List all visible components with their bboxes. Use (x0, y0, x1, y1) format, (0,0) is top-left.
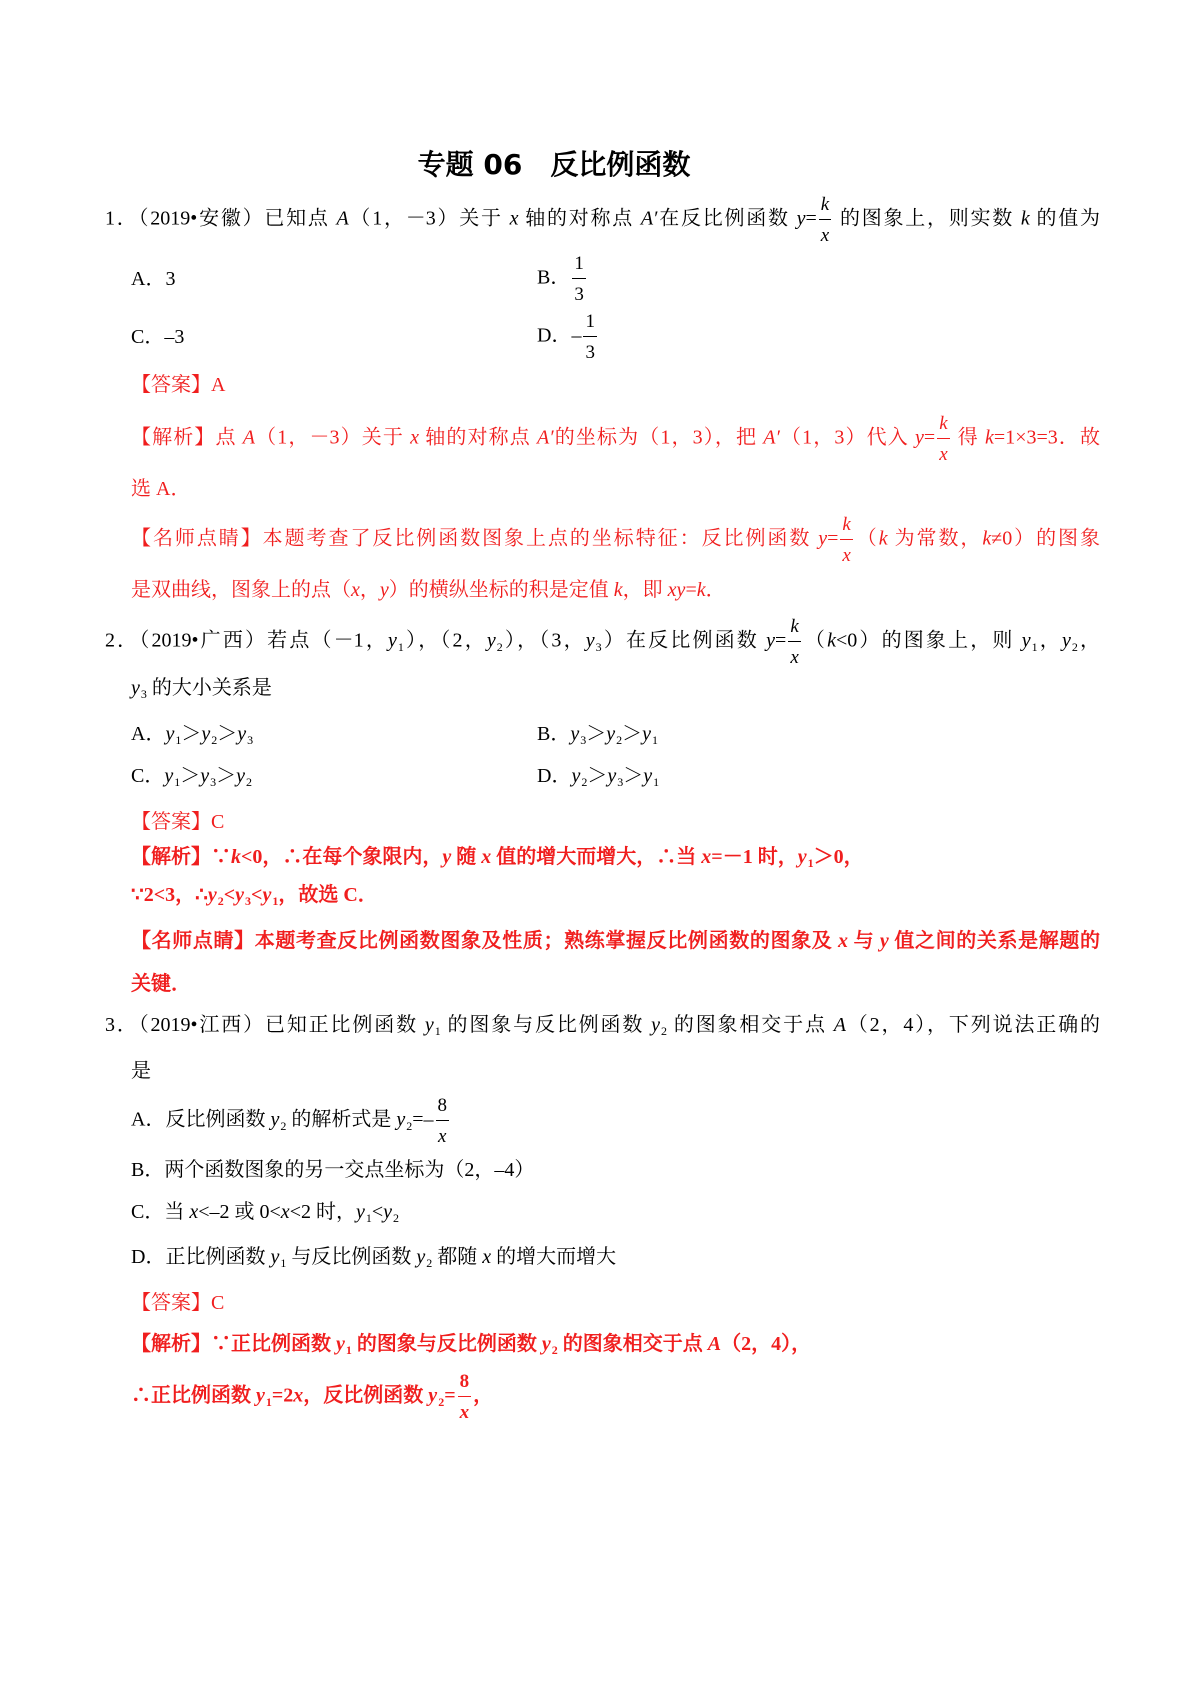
text-run: 【名师点睛】本题考查反比例函数图象及性质；熟练掌握反比例函数的图象及 (131, 930, 838, 952)
math-variable: k (982, 527, 992, 550)
subscript: 2 (246, 775, 253, 789)
text-run: ∴正比例函数 (131, 1384, 256, 1407)
text-run: 1 (585, 311, 595, 332)
text-run: A．反比例函数 (131, 1108, 271, 1131)
fraction-numerator (788, 616, 800, 642)
text-run: 3 (585, 342, 595, 363)
math-variable: y (606, 723, 616, 745)
text-run: 的图象相交于点 (557, 1333, 708, 1355)
math-variable: y (879, 930, 889, 952)
text-run: ≠0）的图象 (991, 527, 1101, 550)
subscript: 3 (617, 775, 624, 789)
math-variable: k (696, 579, 706, 601)
fraction (840, 514, 852, 566)
question-3-option-b (131, 1158, 534, 1182)
text-run: 3．（2019•江西）已知正比例函数 (105, 1014, 425, 1036)
question-1-analysis-line-1 (131, 413, 1100, 465)
text-run: C．当 (131, 1201, 190, 1223)
math-variable: y (131, 677, 140, 699)
question-2-analysis-line-2 (131, 883, 378, 913)
text-run: 的大小关系是 (146, 677, 272, 699)
text-run: 1 (574, 253, 584, 274)
text-run: =－1 时， (711, 846, 798, 868)
question-1-answer (131, 373, 225, 397)
subscript: 3 (245, 894, 252, 908)
subscript: 1 (807, 856, 814, 870)
math-variable: y (164, 765, 174, 787)
text-run: 【解析】点 (131, 426, 243, 449)
question-2-stem-line-1 (105, 616, 1100, 668)
text-run: ），（2， (403, 629, 487, 652)
text-run: 轴的对称点 (419, 426, 537, 449)
math-variable: x (280, 1201, 290, 1223)
text-run: （1，－3）关于 (255, 426, 411, 449)
text-run: 1．（2019•安徽）已知点 (105, 207, 337, 230)
text-run: C．–3 (131, 326, 185, 348)
text-run: = (444, 1384, 456, 1407)
question-2-analysis-line-1 (131, 845, 864, 875)
text-run: 得 (951, 426, 986, 449)
math-variable: y (424, 1014, 434, 1036)
math-variable: y (486, 629, 496, 652)
math-variable: k (231, 846, 241, 868)
text-run: （ (854, 527, 879, 550)
math-variable: x (351, 579, 360, 601)
text-run: 选 A． (131, 478, 191, 500)
subscript: 1 (272, 894, 279, 908)
text-run: ＞ (216, 765, 237, 787)
math-variable: x (820, 225, 830, 246)
question-3-analysis-line-2 (131, 1371, 493, 1423)
text-run: ），（3， (502, 629, 586, 652)
text-run: 轴的对称点 (518, 207, 641, 230)
text-run: 【答案】C (131, 811, 225, 833)
subscript: 3 (247, 733, 254, 747)
fraction (937, 413, 949, 465)
text-run: 8 (459, 1371, 470, 1392)
math-variable: y (336, 1333, 345, 1355)
subscript: 1 (280, 1256, 287, 1270)
math-variable: x (410, 426, 420, 449)
math-variable: y (797, 846, 807, 868)
math-variable: y (541, 1333, 551, 1355)
subscript: 1 (265, 1394, 272, 1409)
text-run: ＞ (586, 723, 607, 745)
text-run: 都随 (432, 1246, 483, 1268)
question-3-option-c (131, 1200, 399, 1230)
math-variable: k (1020, 207, 1030, 230)
math-variable: k (985, 426, 994, 449)
subscript: 3 (595, 639, 602, 654)
text-run: （2，4）， (721, 1333, 812, 1355)
math-variable: A′ (763, 426, 780, 449)
math-variable: y (236, 765, 246, 787)
question-1-insight-line-1 (131, 514, 1100, 566)
math-variable: x (438, 1126, 447, 1147)
text-run: （1，－3）关于 (348, 207, 510, 230)
math-variable: y (1061, 629, 1071, 652)
subscript: 1 (175, 733, 182, 747)
text-run: 是双曲线，图象上的点（ (131, 579, 351, 601)
text-run: ， (473, 1384, 494, 1407)
text-run: 随 (451, 846, 482, 868)
math-variable: y (396, 1108, 406, 1131)
question-1-option-b (537, 253, 588, 305)
subscript: 1 (397, 639, 404, 654)
subscript: 3 (580, 733, 587, 747)
question-2-option-d (537, 764, 659, 794)
text-run: =2 (271, 1384, 294, 1407)
math-variable: y (237, 723, 247, 745)
math-variable: y (355, 1201, 365, 1223)
math-variable: y (207, 884, 217, 906)
text-run: 【答案】A (131, 374, 226, 396)
text-run: 【答案】C (131, 1292, 225, 1314)
question-2-insight-line-2 (131, 972, 191, 996)
question-2-insight-line-1 (131, 929, 1100, 953)
question-3-answer (131, 1291, 224, 1315)
text-run: ）的横纵坐标的积是定值 (388, 579, 614, 601)
math-variable: k (939, 413, 948, 434)
fraction-numerator (583, 311, 597, 337)
fraction-numerator (572, 253, 586, 279)
subscript: 2 (406, 1118, 413, 1133)
math-variable: A (707, 1333, 722, 1355)
text-run: 与反比例函数 (286, 1246, 417, 1268)
math-variable: y (201, 723, 211, 745)
text-run: ，反比例函数 (303, 1384, 429, 1407)
math-variable: y (915, 426, 924, 449)
math-variable: y (571, 765, 581, 787)
text-run: <2 时， (289, 1201, 356, 1223)
text-run: A．3 (131, 268, 176, 290)
question-1-option-a (131, 267, 175, 291)
subscript: 1 (345, 1343, 352, 1357)
math-variable: y (256, 1384, 265, 1407)
text-run: <–2 或 0< (198, 1201, 281, 1223)
fraction-denominator (819, 220, 831, 246)
subscript: 2 (616, 733, 623, 747)
math-variable: x (842, 545, 851, 566)
text-run: 的增大而增大 (491, 1246, 617, 1268)
math-variable: x (459, 1402, 470, 1423)
text-run: = (685, 579, 697, 601)
text-run: 的坐标为（1，3），把 (553, 426, 764, 449)
math-variable: y (428, 1384, 438, 1407)
math-variable: k (842, 514, 851, 535)
fraction-denominator (583, 337, 597, 363)
question-2-option-a (131, 722, 253, 752)
math-variable: x (837, 930, 848, 952)
fraction-denominator (436, 1121, 450, 1147)
fraction-denominator (937, 439, 949, 465)
math-variable: y (379, 579, 389, 601)
math-variable: y (766, 629, 776, 652)
text-run: =1×3=3．故 (993, 426, 1101, 449)
fraction-numerator (840, 514, 852, 540)
math-variable: A′ (536, 426, 554, 449)
text-run: D．– (537, 324, 582, 347)
subscript: 2 (426, 1256, 433, 1270)
math-variable: xy (667, 579, 686, 601)
math-variable: x (189, 1201, 199, 1223)
text-run: ＞ (217, 723, 238, 745)
fraction-denominator (458, 1397, 472, 1423)
subscript: 2 (661, 1024, 667, 1038)
subscript: 1 (365, 1211, 372, 1225)
text-run: 的图象相交于点 (667, 1014, 834, 1036)
math-variable: y (651, 1014, 660, 1036)
fraction-numerator (458, 1371, 472, 1397)
text-run: = (805, 207, 817, 230)
subscript: 2 (496, 639, 503, 654)
text-run: D． (537, 765, 572, 787)
text-run: ＞ (181, 723, 202, 745)
text-run: （1，3）代入 (779, 426, 916, 449)
question-2-option-b (537, 722, 658, 752)
fraction-denominator (840, 540, 852, 566)
question-3-stem-line-2 (131, 1059, 151, 1083)
text-run: ＞ (180, 765, 201, 787)
text-run: 关键． (131, 973, 191, 995)
math-variable: A′ (640, 207, 658, 230)
math-variable: y (642, 723, 652, 745)
text-run: ＞ (623, 765, 644, 787)
text-run: 【名师点睛】本题考查了反比例函数图象上点的坐标特征：反比例函数 (131, 527, 819, 550)
text-run: 的图象上，则实数 (833, 207, 1021, 230)
text-run: < (251, 884, 263, 906)
text-run: 值的增大而增大，∴当 (491, 846, 702, 868)
question-1-stem (105, 194, 1100, 246)
math-variable: x (293, 1384, 304, 1407)
subscript: 3 (210, 775, 217, 789)
text-run: <0，∴在每个象限内， (241, 846, 443, 868)
fraction (436, 1095, 450, 1147)
math-variable: k (878, 527, 888, 550)
text-run: ，即 (622, 579, 668, 601)
math-variable: y (818, 527, 828, 550)
page-title: 专题 06 反比例函数 (417, 148, 691, 181)
math-variable: x (939, 444, 948, 465)
subscript: 2 (211, 733, 218, 747)
subscript: 1 (653, 775, 660, 789)
fraction (788, 616, 800, 668)
text-run: 的解析式是 (286, 1108, 397, 1131)
text-run: =– (412, 1108, 434, 1131)
text-run: ＞ (622, 723, 643, 745)
question-1-option-d (537, 311, 599, 363)
math-variable: y (585, 629, 595, 652)
fraction-denominator (572, 279, 586, 305)
math-variable: A (336, 207, 349, 230)
fraction (572, 253, 586, 305)
subscript: 1 (652, 733, 659, 747)
fraction-numerator (436, 1095, 450, 1121)
text-run: ， (1077, 629, 1101, 652)
math-variable: y (270, 1108, 280, 1131)
question-1-option-c (131, 325, 184, 349)
text-run: 是 (131, 1060, 151, 1082)
math-variable: k (790, 616, 799, 637)
subscript: 2 (217, 894, 224, 908)
text-run: < (371, 1201, 384, 1223)
math-variable: y (270, 1246, 280, 1268)
math-variable: y (570, 723, 580, 745)
math-variable: k (820, 194, 830, 215)
fraction-denominator (788, 642, 800, 668)
text-run: ＞ (587, 765, 608, 787)
text-run: = (923, 426, 936, 449)
fraction-numerator (937, 413, 949, 439)
math-variable: y (165, 723, 175, 745)
math-variable: y (200, 765, 210, 787)
text-run: （ (802, 629, 828, 652)
subscript: 3 (140, 687, 147, 701)
subscript: 2 (438, 1394, 445, 1409)
math-variable: x (701, 846, 712, 868)
text-run: 在反比例函数 (657, 207, 797, 230)
question-2-option-c (131, 764, 252, 794)
math-variable: y (643, 765, 653, 787)
question-2-answer (131, 810, 224, 834)
text-run: ， (1037, 629, 1062, 652)
math-variable: A (833, 1014, 846, 1036)
subscript: 1 (434, 1024, 441, 1038)
fraction (819, 194, 831, 246)
math-variable: x (790, 647, 799, 668)
math-variable: y (262, 884, 272, 906)
question-1-insight-line-2 (131, 578, 726, 602)
math-variable: y (235, 884, 245, 906)
text-run: <0）的图象上，则 (835, 629, 1022, 652)
text-run: B．两个函数图象的另一交点坐标为（2，–4） (131, 1159, 535, 1181)
text-run: C． (131, 765, 165, 787)
question-3-stem-line-1 (105, 1013, 1100, 1043)
subscript: 2 (551, 1343, 558, 1357)
text-run: 与 (847, 930, 880, 952)
text-run: ∵2<3，∴ (131, 884, 208, 906)
text-run: ． (705, 579, 726, 601)
text-run: 的图象与反比例函数 (351, 1333, 542, 1355)
text-run: 3 (574, 284, 584, 305)
text-run: ， (359, 579, 380, 601)
text-run: ＞0， (813, 846, 864, 868)
text-run: < (223, 884, 236, 906)
math-variable: y (796, 207, 806, 230)
text-run: 的图象与反比例函数 (440, 1014, 652, 1036)
text-run: （2，4），下列说法正确的 (845, 1014, 1101, 1036)
text-run: 【解析】∵ (131, 846, 231, 868)
question-2-stem-line-2 (131, 676, 272, 706)
math-variable: y (383, 1201, 393, 1223)
text-run: A． (131, 723, 166, 745)
question-3-analysis-line-1 (131, 1332, 811, 1362)
text-run: B． (537, 266, 571, 289)
fraction (583, 311, 597, 363)
math-variable: y (442, 846, 452, 868)
text-run: B． (537, 723, 571, 745)
subscript: 1 (1031, 639, 1038, 654)
text-run: 8 (437, 1095, 448, 1116)
subscript: 1 (174, 775, 181, 789)
text-run: 值之间的关系是解题的 (888, 930, 1101, 952)
math-variable: y (387, 629, 397, 652)
math-variable: k (827, 629, 836, 652)
question-3-option-d (131, 1245, 616, 1275)
math-variable: x (481, 846, 492, 868)
math-variable: x (482, 1246, 492, 1268)
text-run: 为常数， (887, 527, 983, 550)
math-variable: y (416, 1246, 426, 1268)
text-run: ）在反比例函数 (601, 629, 767, 652)
text-run: 2．（2019•广西）若点（－1， (105, 629, 388, 652)
text-run: ，故选 C． (278, 884, 378, 906)
math-variable: k (613, 579, 623, 601)
subscript: 2 (280, 1118, 287, 1133)
math-variable: x (509, 207, 519, 230)
math-variable: y (1021, 629, 1031, 652)
text-run: D．正比例函数 (131, 1246, 271, 1268)
text-run: 【解析】∵正比例函数 (131, 1333, 336, 1355)
text-run: 的值为 (1029, 207, 1101, 230)
fraction (458, 1371, 472, 1423)
math-variable: A (242, 426, 255, 449)
question-3-option-a (131, 1095, 451, 1147)
subscript: 2 (393, 1211, 400, 1225)
math-variable: y (607, 765, 617, 787)
subscript: 2 (1071, 639, 1078, 654)
text-run: = (827, 527, 839, 550)
fraction-numerator (819, 194, 831, 220)
text-run: = (775, 629, 787, 652)
subscript: 2 (581, 775, 588, 789)
question-1-analysis-line-2 (131, 477, 190, 501)
